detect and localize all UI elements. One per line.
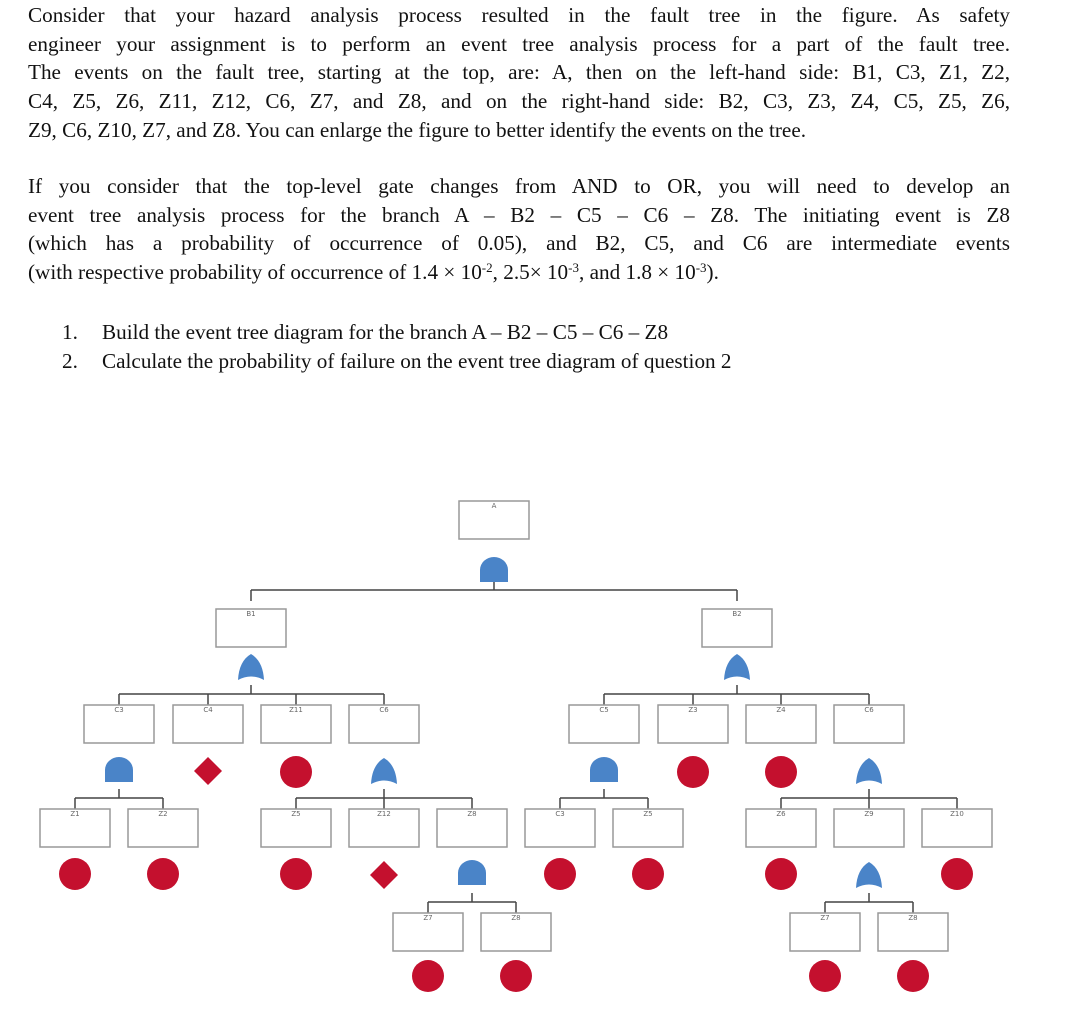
basic-event-r_z10 [941,858,973,890]
and-gate-top [480,557,508,582]
question-item-1 [62,318,732,347]
question-text: Calculate the probability of failure on the event tree diagram of question 2 [102,348,732,373]
question-list [62,318,732,375]
event-label-r_c5: C5 [599,706,609,714]
basic-event-r_z7 [809,960,841,992]
event-label-l_z1: Z1 [70,810,80,818]
intro-line-2: engineer your assignment is to perform an event tree analysis process for a part of the fault tree. [28,31,1010,56]
and-gate-l_c3 [105,757,133,782]
basic-event-r_z4 [765,756,797,788]
question-number: 2. [62,348,78,373]
or-gate-r_c6 [856,758,882,784]
basic-event-l_z5 [280,858,312,890]
question-number: 1. [62,320,78,344]
event-label-top: A [491,502,497,510]
intro-line-4: C4, Z5, Z6, Z11, Z12, C6, Z7, and Z8, and on the right-hand side: B2, C3, Z3, Z4, C5, Z5, Z6, [28,89,1010,114]
event-label-r_c6: C6 [864,706,874,714]
event-label-l_z7: Z7 [423,914,433,922]
intro-paragraph [28,1,1010,145]
scenario-line-2: event tree analysis process for the branch A – B2 – C5 – C6 – Z8. The initiating event is Z8 [28,202,1010,227]
event-label-r_z9: Z9 [864,810,874,818]
event-label-r_z4: Z4 [776,706,786,714]
event-label-l_z11: Z11 [289,706,303,714]
event-label-r_c3: C3 [555,810,565,818]
event-label-r_z10: Z10 [950,810,964,818]
prob-text-prefix: (with respective probability of occurrence of 1.4 × 10 [28,260,482,285]
basic-event-r_z5 [632,858,664,890]
event-label-l_z12: Z12 [377,810,391,818]
fault-tree-nodes [40,501,992,992]
event-label-r_z7: Z7 [820,914,830,922]
event-label-b1: B1 [246,610,256,618]
scenario-paragraph [28,172,1010,287]
exponent-c5: -3 [568,260,579,276]
scenario-line-4 [28,258,1010,287]
and-gate-r_c5 [590,757,618,782]
basic-event-r_z3 [677,756,709,788]
basic-event-r_z8 [897,960,929,992]
event-label-r_z5: Z5 [643,810,653,818]
or-gate-l_c6 [371,758,397,784]
exponent-c6: -3 [695,260,707,276]
event-label-l_c6: C6 [379,706,389,714]
or-gate-r_z9 [856,862,882,888]
question-item-2 [62,347,732,376]
basic-event-r_z6 [765,858,797,890]
and-gate-l_z8 [458,860,486,885]
event-label-r_z8: Z8 [908,914,918,922]
event-label-l_z8: Z8 [467,810,477,818]
prob-text-mid1: , 2.5× 10 [492,260,569,285]
event-label-l_z5: Z5 [291,810,301,818]
event-label-b2: B2 [732,610,742,618]
prob-text-suffix: ). [706,260,719,285]
event-label-r_z6: Z6 [776,810,786,818]
intro-line-1: Consider that your hazard analysis process resulted in the fault tree in the figure. As safety [28,3,1010,27]
undeveloped-event-l_z12 [370,861,398,889]
or-gate-b2 [724,654,750,680]
basic-event-l_z7 [412,960,444,992]
basic-event-r_c3 [544,858,576,890]
undeveloped-event-l_c4 [194,757,222,785]
event-label-l_c3: C3 [114,706,124,714]
fault-tree-connectors [75,581,957,913]
scenario-line-3: (which has a probability of occurrence of 0.05), and B2, C5, and C6 are intermediate events [28,231,1010,256]
intro-line-3: The events on the fault tree, starting at the top, are: A, then on the left-hand side: B1, C3, Z1, Z2, [28,60,1010,85]
basic-event-l_z8b [500,960,532,992]
event-label-l_z2: Z2 [158,810,168,818]
event-label-l_z8b: Z8 [511,914,521,922]
prob-text-mid2: , and 1.8 × 10 [579,260,696,285]
exponent-b2: -2 [481,260,493,276]
event-label-l_c4: C4 [203,706,213,714]
intro-line-5: Z9, C6, Z10, Z7, and Z8. You can enlarge the figure to better identify the events on the tree. [28,117,807,142]
scenario-line-1: If you consider that the top-level gate changes from AND to OR, you will need to develop an [28,174,1010,198]
basic-event-l_z2 [147,858,179,890]
basic-event-l_z1 [59,858,91,890]
basic-event-l_z11 [280,756,312,788]
or-gate-b1 [238,654,264,680]
event-label-r_z3: Z3 [688,706,698,714]
question-text: Build the event tree diagram for the branch A – B2 – C5 – C6 – Z8 [102,320,669,344]
